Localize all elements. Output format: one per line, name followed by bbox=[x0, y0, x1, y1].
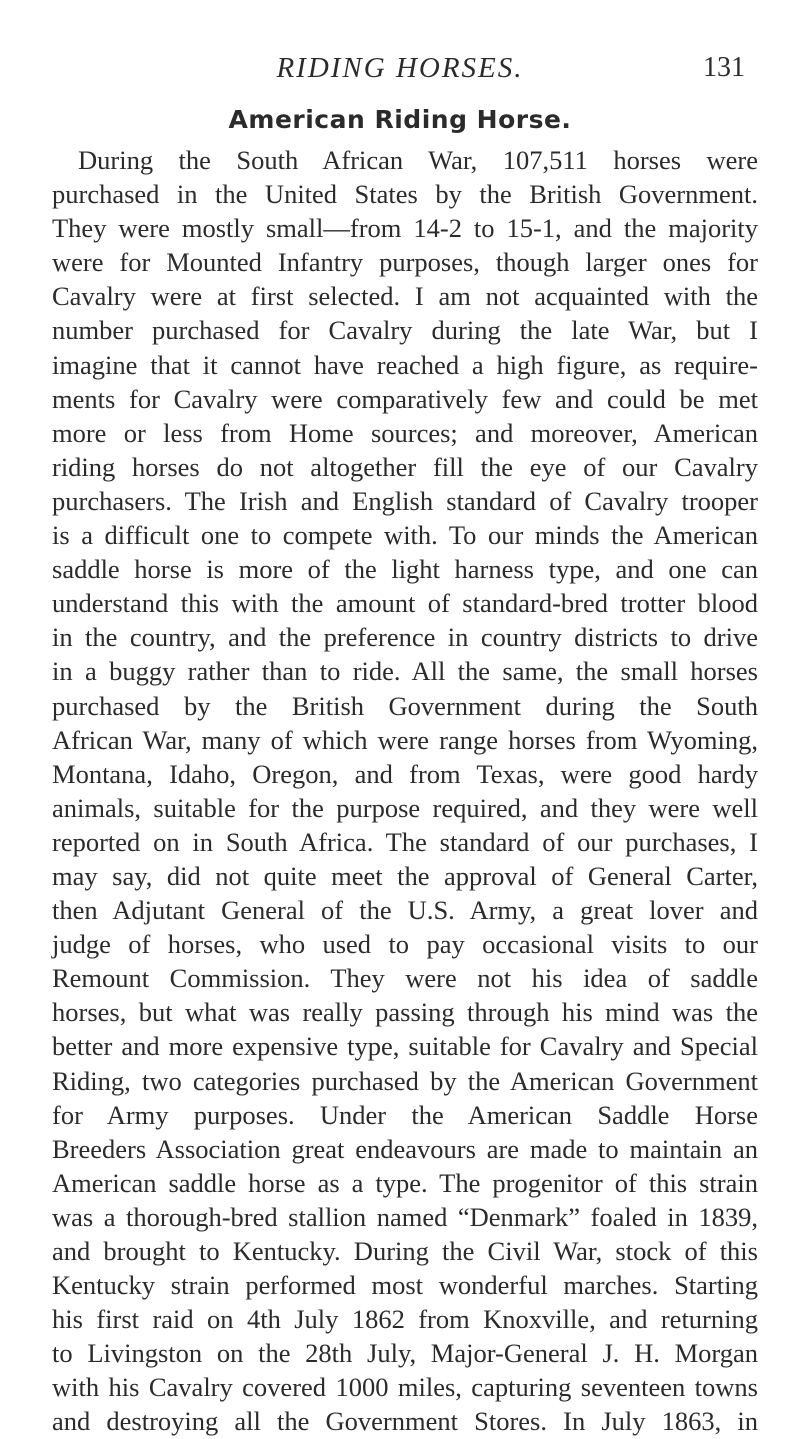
paragraph-line: Kentucky strain performed most wonderful marches. Starting bbox=[52, 1270, 758, 1301]
paragraph-line: purchasers. The Irish and English standard of Cavalry trooper bbox=[52, 485, 758, 516]
paragraph-line: Riding, two categories purchased by the American Government bbox=[52, 1065, 758, 1096]
paragraph-line: reported on in South Africa. The standard of our purchases, I bbox=[52, 826, 758, 857]
page-number: 131 bbox=[703, 52, 745, 83]
paragraph-line: During the South African War, 107,511 horses were bbox=[78, 145, 758, 175]
paragraph-line: African War, many of which were range horses from Wyoming, bbox=[52, 724, 758, 755]
paragraph-line: ments for Cavalry were comparatively few and could be met bbox=[52, 383, 758, 414]
paragraph-line: to Livingston on the 28th July, Major-General J. H. Morgan bbox=[52, 1338, 758, 1369]
paragraph-line: and destroying all the Government Stores. In July 1863, in bbox=[52, 1406, 758, 1437]
paragraph-line: riding horses do not altogether fill the eye of our Cavalry bbox=[52, 451, 758, 482]
paragraph-line: with his Cavalry covered 1000 miles, capturing seventeen towns bbox=[52, 1372, 758, 1403]
paragraph-line: Cavalry were at first selected. I am not acquainted with the bbox=[52, 281, 758, 312]
paragraph-line: number purchased for Cavalry during the late War, but I bbox=[52, 315, 758, 346]
paragraph-line: horses, but what was really passing through his mind was the bbox=[52, 997, 758, 1028]
paragraph-line: for Army purposes. Under the American Saddle Horse bbox=[52, 1099, 758, 1130]
section-heading: American Riding Horse. bbox=[228, 105, 572, 134]
paragraph-line: American saddle horse as a type. The progenitor of this strain bbox=[52, 1167, 758, 1198]
paragraph-line: Remount Commission. They were not his idea of saddle bbox=[52, 963, 758, 994]
body-paragraph bbox=[52, 143, 758, 1439]
paragraph-line: They were mostly small—from 14-2 to 15-1, and the majority bbox=[52, 213, 758, 244]
paragraph-line: saddle horse is more of the light harness type, and one can bbox=[52, 554, 758, 585]
running-header-title: RIDING HORSES. bbox=[276, 52, 524, 84]
paragraph-line: were for Mounted Infantry purposes, though larger ones for bbox=[52, 247, 758, 278]
paragraph-line: purchased in the United States by the British Government. bbox=[52, 179, 758, 210]
paragraph-line: animals, suitable for the purpose required, and they were well bbox=[52, 792, 758, 823]
paragraph-line: more or less from Home sources; and moreover, American bbox=[52, 417, 758, 448]
paragraph-line: in the country, and the preference in country districts to drive bbox=[52, 622, 758, 653]
paragraph-line: his first raid on 4th July 1862 from Knoxville, and returning bbox=[52, 1304, 758, 1335]
paragraph-line: may say, did not quite meet the approval of General Carter, bbox=[52, 860, 758, 891]
paragraph-line: purchased by the British Government during the South bbox=[52, 690, 758, 721]
paragraph-line: was a thorough-bred stallion named “Denmark” foaled in 1839, bbox=[52, 1201, 758, 1232]
paragraph-line: in a buggy rather than to ride. All the same, the small horses bbox=[52, 656, 758, 687]
paragraph-line: then Adjutant General of the U.S. Army, a great lover and bbox=[52, 895, 758, 926]
paragraph-line: better and more expensive type, suitable for Cavalry and Special bbox=[52, 1031, 758, 1062]
paragraph-line: is a difficult one to compete with. To our minds the American bbox=[52, 520, 758, 551]
paragraph-line: Montana, Idaho, Oregon, and from Texas, were good hardy bbox=[52, 758, 758, 789]
paragraph-line: imagine that it cannot have reached a high figure, as require- bbox=[52, 349, 758, 380]
paragraph-line: and brought to Kentucky. During the Civil War, stock of this bbox=[52, 1236, 758, 1266]
paragraph-line: judge of horses, who used to pay occasional visits to our bbox=[52, 929, 758, 960]
paragraph-line: understand this with the amount of standard-bred trotter blood bbox=[52, 588, 758, 619]
running-header bbox=[0, 52, 800, 92]
paragraph-line: Breeders Association great endeavours are made to maintain an bbox=[52, 1133, 758, 1164]
